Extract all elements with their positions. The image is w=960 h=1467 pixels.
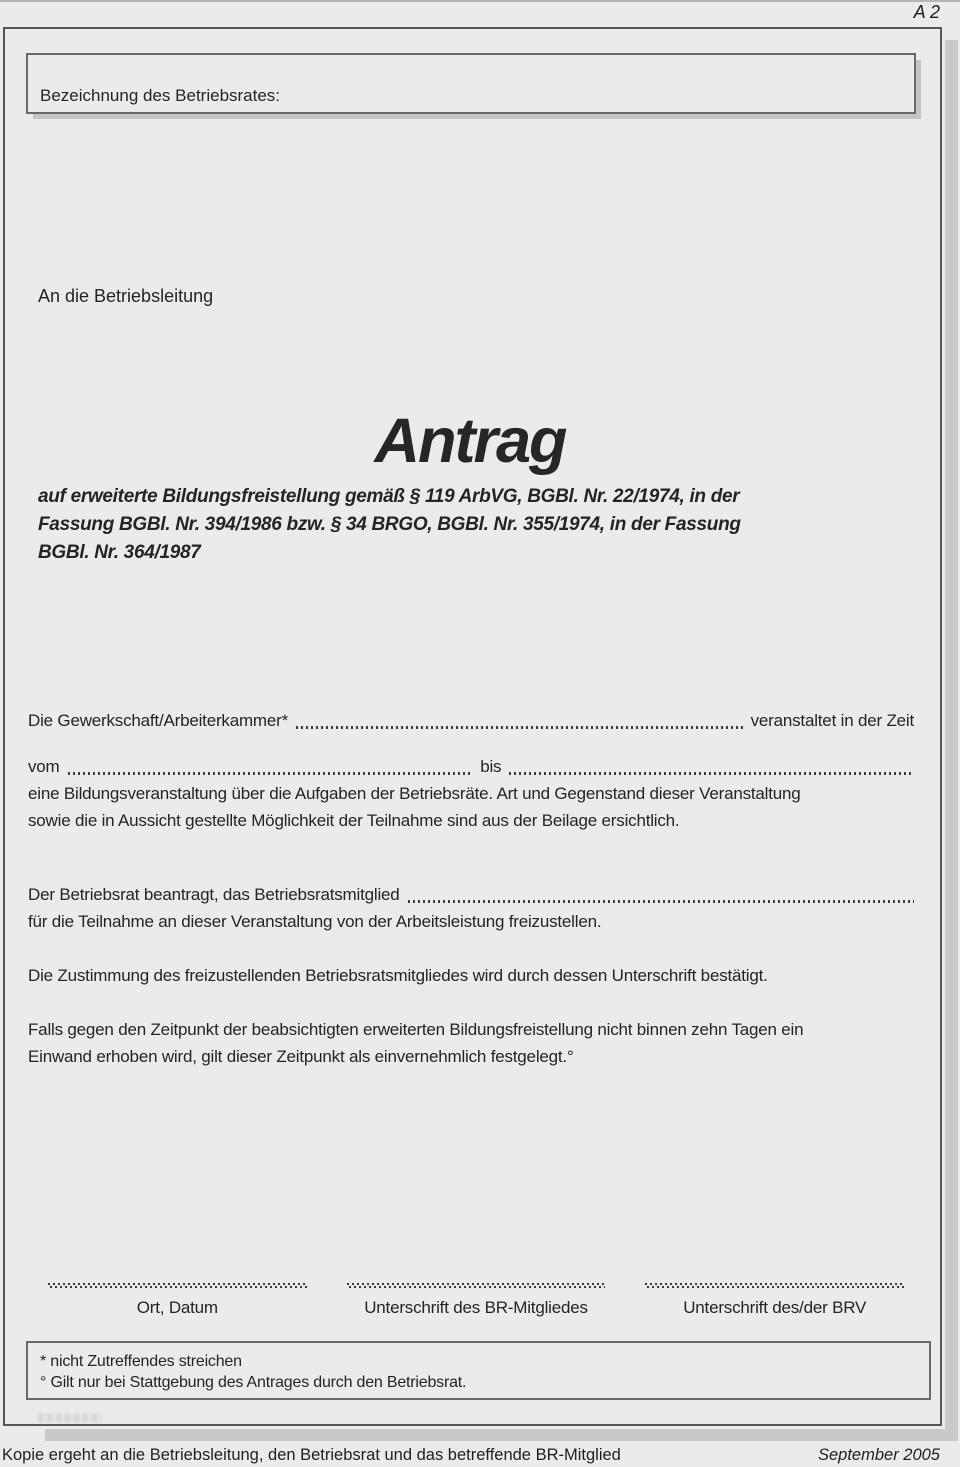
page-top-rule: [0, 0, 960, 2]
request-paragraph: [28, 881, 914, 935]
recipient-line: An die Betriebsleitung: [38, 286, 214, 306]
event-description-line: eine Bildungsveranstaltung über die Aufgaben der Betriebsräte. Art und Gegenstand dieser Veranstaltung: [28, 784, 801, 803]
br-member-label: Unterschrift des BR-Mitgliedes: [364, 1298, 588, 1317]
date-from-label: vom: [28, 757, 60, 776]
form-subtitle: [38, 483, 922, 567]
form-title: Antrag: [374, 406, 566, 476]
date-range-row: [28, 753, 914, 780]
deadline-line: Falls gegen den Zeitpunkt der beabsichtigten erweiterten Bildungsfreistellung nicht binnen zehn Tagen ein: [28, 1020, 804, 1039]
deadline-paragraph: [28, 1016, 914, 1070]
br-member-signature-line: [347, 1283, 606, 1288]
organizer-row: [28, 707, 914, 734]
member-name-row: [28, 881, 914, 908]
signature-col-brv: [645, 1283, 904, 1318]
deadline-line: Einwand erhoben wird, gilt dieser Zeitpunkt als einvernehmlich festgelegt.°: [28, 1047, 574, 1066]
request-label: Der Betriebsrat beantragt, das Betriebsratsmitglied: [28, 885, 400, 904]
page-footer: [2, 1446, 940, 1465]
place-date-signature-line: [48, 1283, 307, 1288]
member-name-fill-line: [408, 900, 914, 903]
consent-paragraph: Die Zustimmung des freizustellenden Betriebsratsmitgliedes wird durch dessen Unterschrift bestätigt.: [28, 966, 768, 985]
footnotes-box: [26, 1341, 931, 1400]
organizer-row-suffix: veranstaltet in der Zeit: [750, 711, 914, 730]
brv-signature-line: [645, 1283, 904, 1288]
subtitle-line: Fassung BGBl. Nr. 394/1986 bzw. § 34 BRGO, BGBl. Nr. 355/1974, in der Fassung: [38, 514, 741, 535]
signature-col-place-date: [48, 1283, 307, 1318]
date-to-fill-line: [509, 772, 914, 775]
works-council-designation-label: Bezeichnung des Betriebsrates:: [40, 86, 281, 105]
date-to-label: bis: [480, 757, 502, 776]
signature-col-br-member: [347, 1283, 606, 1318]
faint-print-artifact: [38, 1413, 102, 1423]
place-date-label: Ort, Datum: [136, 1298, 218, 1317]
footnote-line: ° Gilt nur bei Stattgebung des Antrages durch den Betriebsrat.: [40, 1374, 467, 1391]
subtitle-line: auf erweiterte Bildungsfreistellung gemäß § 119 ArbVG, BGBl. Nr. 22/1974, in der: [38, 486, 740, 507]
brv-label: Unterschrift des/der BRV: [683, 1298, 867, 1317]
works-council-designation-box: [26, 53, 916, 114]
event-paragraph: [28, 707, 914, 834]
footnote-line: * nicht Zutreffendes streichen: [40, 1353, 242, 1370]
footer-distribution-note: Kopie ergeht an die Betriebsleitung, den Betriebsrat und das betreffende BR-Mitglied: [2, 1446, 621, 1464]
signature-section: [48, 1283, 904, 1318]
organizer-fill-line: [296, 726, 743, 729]
date-from-fill-line: [68, 772, 473, 775]
organizer-label: Die Gewerkschaft/Arbeiterkammer*: [28, 711, 289, 730]
event-description-line: sowie die in Aussicht gestellte Möglichkeit der Teilnahme sind aus der Beilage ersichtlich.: [28, 811, 680, 830]
form-sheet-number: A 2: [913, 2, 940, 22]
subtitle-line: BGBl. Nr. 364/1987: [38, 542, 201, 563]
sheet-shadow-bottom: [45, 1429, 958, 1441]
sheet-shadow-right: [945, 40, 958, 1441]
request-continuation-line: für die Teilnahme an dieser Veranstaltung von der Arbeitsleistung freizustellen.: [28, 912, 602, 931]
footer-date: September 2005: [817, 1446, 940, 1464]
